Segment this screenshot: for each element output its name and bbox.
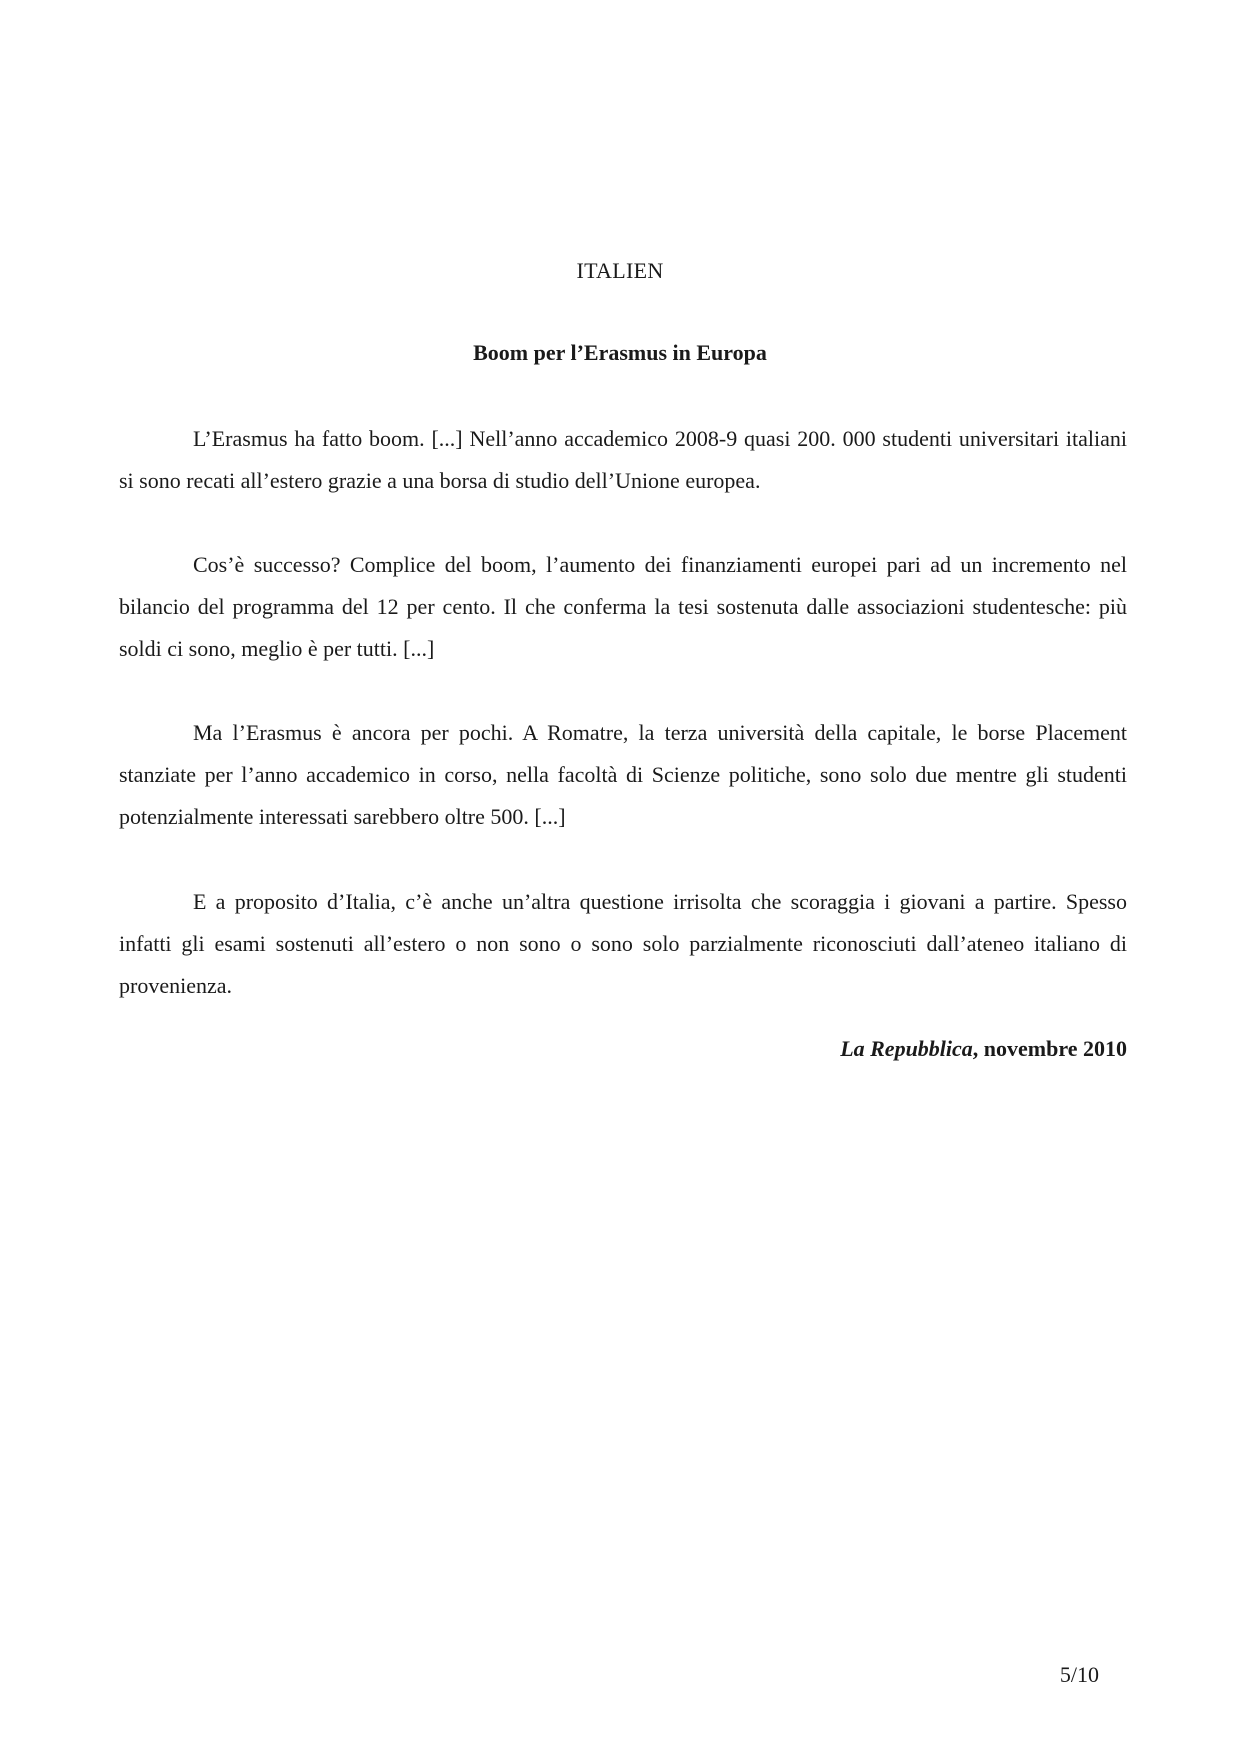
source-publication: La Repubblica — [840, 1036, 973, 1061]
article-paragraph: E a proposito d’Italia, c’è anche un’altra questione irrisolta che scoraggia i giovani a partire. Spesso infatti gli esami sostenuti all’estero o non sono o sono solo parzialmente riconosciuti dall’ateneo italiano di provenienza. — [119, 889, 1127, 998]
article-body — [119, 418, 1127, 1047]
section-label: ITALIEN — [576, 258, 664, 283]
source-date: , novembre 2010 — [972, 1036, 1127, 1061]
page-number: 5/10 — [1059, 1662, 1099, 1687]
source-citation — [840, 1036, 1127, 1062]
article-paragraph: Ma l’Erasmus è ancora per pochi. A Romatre, la terza università della capitale, le borse Placement stanziate per l’anno accademico in corso, nella facoltà di Scienze politiche, sono solo due mentre gli studenti potenzialmente interessati sarebbero oltre 500. [...] — [119, 720, 1127, 829]
article-paragraph: L’Erasmus ha fatto boom. [...] Nell’anno accademico 2008-9 quasi 200. 000 studenti universitari italiani si sono recati all’estero grazie a una borsa di studio dell’Unione europea. — [119, 426, 1127, 493]
article-paragraph: Cos’è successo? Complice del boom, l’aumento dei finanziamenti europei pari ad un incremento nel bilancio del programma del 12 per cento. Il che conferma la tesi sostenuta dalle associazioni studentesche: più soldi ci sono, meglio è per tutti. [...] — [119, 552, 1127, 661]
article-headline: Boom per l’Erasmus in Europa — [473, 340, 767, 365]
